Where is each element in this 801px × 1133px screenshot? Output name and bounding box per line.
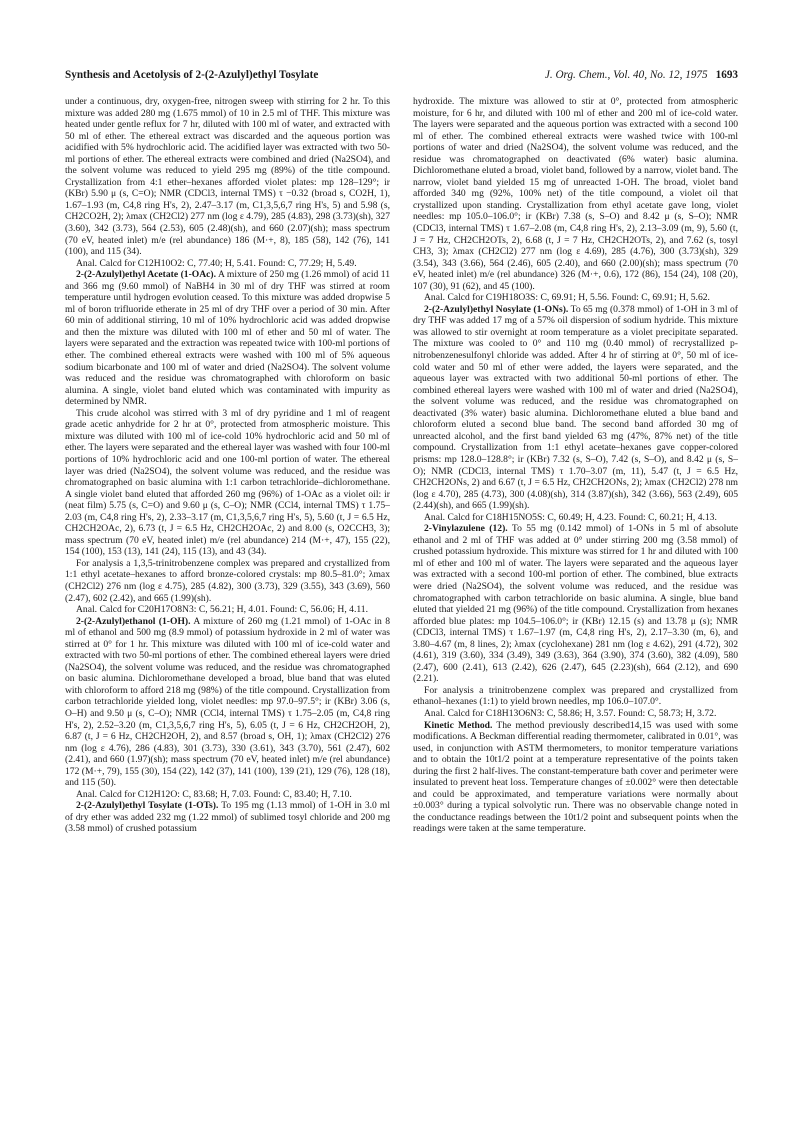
right-column — [413, 96, 738, 1106]
paragraph: For analysis a trinitrobenzene complex was prepared and crystallized from ethanol–hexanes (1:1) to yield brown needles, mp 106.0–107.0°. — [413, 684, 738, 708]
paragraph: 2-(2-Azulyl)ethyl Tosylate (1-OTs). To 195 mg (1.13 mmol) of 1-OH in 3.0 ml of dry ether was added 232 mg (1.22 mmol) of sublimed tosyl chloride and 200 mg (3.58 mmol) of crushed potassium — [65, 800, 390, 835]
paragraph: For analysis a 1,3,5-trinitrobenzene complex was prepared and crystallized from 1:1 ethyl acetate–hexanes to afford bronze-colored crystals: mp 80.5–81.0°; λmax (CH2Cl2) 276 nm (log ε 4.75), 285 (4.82), 300 (3.73), 329 (3.55), 343 (3.69), 560 (2.47), 602 (2.42), and 665 (1.99)(sh). — [65, 557, 390, 604]
paragraph: Anal. Calcd for C18H13O6N3: C, 58.86; H, 3.57. Found: C, 58.73; H, 3.72. — [424, 707, 717, 719]
paragraph: 2-(2-Azulyl)ethyl Nosylate (1-ONs). To 65 mg (0.378 mmol) of 1-OH in 3 ml of dry THF was added 17 mg of a 57% oil dispersion of sodium hydride. This mixture was allowed to stir overnight at room temperature as a violet precipitate separated. The mixture was cooled to 0° and 110 mg (0.40 mmol) of recrystallized p-nitrobenzenesulfonyl chloride was added. After 4 hr of stirring at 0°, 50 ml of ice-cold water and 50 ml of ether were added, the layers were separated, and the aqueous layer was extracted with two additional 50-ml portions of ether. The combined ethereal layers were washed with 100 ml of water and dried (Na2SO4), the solvent volume was reduced, and the residue was chromatographed on deactivated (3% water) basic alumina. Dichloromethane eluted a blue band and chloroform eluted a second blue band. The second band afforded 30 mg of unreacted alcohol, and the first band yielded 63 mg (47%, 87% net) of the title compound. Crystallization from 1:1 ethyl acetate–hexanes gave copper-colored prisms: mp 128.0–128.8°; ir (KBr) 7.32 (s, S–O), 7.42 (s, S–O), and 8.42 μ (s, S–O); NMR (CDCl3, internal TMS) τ 1.70–3.07 (m, 11), 5.47 (t, J = 6.5 Hz, CH2CH2ONs, 2) and 6.67 (t, J = 6.5 Hz, CH2CH2ONs, 2); λmax (CH2Cl2) 278 nm (log ε 4.70), 285 (4.73), 300 (4.08)(sh), 314 (3.87)(sh), 342 (3.66), 563 (2.49), 605 (2.44)(sh), and 665 (1.99)(sh). — [413, 303, 738, 512]
paragraph: Anal. Calcd for C19H18O3S: C, 69.91; H, 5.56. Found: C, 69.91; H, 5.62. — [424, 292, 710, 304]
section-heading: 2-(2-Azulyl)ethyl Acetate (1-OAc). — [76, 269, 217, 281]
paragraph: hydroxide. The mixture was allowed to stir at 0°, protected from atmospheric moisture, for 6 hr, and diluted with 100 ml of ether and 200 ml of ice-cold water. The layers were separated and the aqueous portion was extracted with a second 100 ml of ether. The combined ethereal extracts were washed twice with 100-ml portions of water and dried (Na2SO4), the solvent volume was reduced, and the residue was chromatographed on deactivated (6% water) basic alumina. Dichloromethane eluted a broad, violet band, followed by a narrow, violet band. The narrow, violet band yielded 15 mg of unreacted 1-OH. The broad, violet band afforded 340 mg (92%, 100% net) of the title compound, a violet oil that crystallized upon standing. Crystallization from ethyl acetate gave long, violet needles: mp 105.0–106.0°; ir (KBr) 7.38 (s, S–O) and 8.42 μ (s, S–O); NMR (CDCl3, internal TMS) τ 1.67–2.08 (m, C4,8 ring H's, 2), 2.13–3.09 (m, 9), 5.60 (t, J = 7 Hz, CH2CH2OTs, 2), 6.68 (t, J = 7 Hz, CH2CH2OTs, 2), and 7.62 (s, tosyl CH3, 3); λmax (CH2Cl2) 277 nm (log ε 4.69), 285 (4.76), 300 (3.73)(sh), 329 (3.54), 343 (3.66), 564 (2.46), 605 (2.40), and 660 (2.00)(sh); mass spectrum (70 eV, heated inlet) m/e (rel abundance) 326 (M·+, 0.6), 172 (86), 154 (24), 108 (20), 107 (30), 91 (62), and 45 (100). — [413, 96, 738, 292]
journal-reference: J. Org. Chem., Vol. 40, No. 12, 1975 — [544, 69, 708, 81]
section-heading: Kinetic Method. — [424, 719, 493, 731]
paragraph: Anal. Calcd for C12H10O2: C, 77.40; H, 5.41. Found: C, 77.29; H, 5.49. — [76, 257, 357, 269]
running-header — [65, 66, 738, 84]
page-number: 1693 — [715, 69, 738, 81]
paragraph: 2-(2-Azulyl)ethyl Acetate (1-OAc). A mixture of 250 mg (1.26 mmol) of acid 11 and 366 mg (9.60 mmol) of NaBH4 in 30 ml of dry THF was stirred at room temperature until hydrogen evolution ceased. To this mixture was added dropwise 5 ml of boron trifluoride etherate in 25 ml of dry THF over a period of 30 min. After 60 min of additional stirring, 10 ml of 10% hydrochloric acid was added dropwise and then the mixture was diluted with 100 ml of ether and 50 ml of water. The layers were separated and the extraction was repeated twice with 100-ml portions of ether. The combined ethereal extracts were washed with 100 ml of 5% aqueous sodium bicarbonate and 100 ml of water and dried (Na2SO4). The solvent volume was reduced and the residue was chromatographed with chloroform on basic alumina. A single, violet band eluted which was contaminated with impurity as determined by NMR. — [65, 269, 390, 408]
paragraph: Anal. Calcd for C12H12O: C, 83.68; H, 7.03. Found: C, 83.40; H, 7.10. — [76, 788, 352, 800]
paragraph: 2-(2-Azulyl)ethanol (1-OH). A mixture of 260 mg (1.21 mmol) of 1-OAc in 8 ml of ethanol and 500 mg (8.9 mmol) of potassium hydroxide in 2 ml of water was stirred at 0° for 1 hr. This mixture was diluted with 100 ml of ice-cold water and extracted with two 50-ml portions of ether. The combined ethereal layers were dried (Na2SO4), the solvent volume was reduced, and the residue was chromatographed on basic alumina. Dichloromethane developed a broad, blue band that was eluted with chloroform to afford 218 mg (98%) of the title compound. Crystallization from carbon tetrachloride yielded long, violet needles: mp 97.0–97.5°; ir (KBr) 3.06 (s, O–H) and 9.50 μ (s, C–O); NMR (CCl4, internal TMS) τ 1.75–2.05 (m, C4,8 ring H's, 2), 2.52–3.20 (m, C1,3,5,6,7 ring H's, 5), 6.05 (t, J = 6 Hz, CH2CH2OH, 2), 6.87 (t, J = 6 Hz, CH2CH2OH, 2), and 8.57 (broad s, OH, 1); λmax (CH2Cl2) 276 nm (log ε 4.76), 286 (4.83), 301 (3.73), 330 (3.61), 343 (3.70), 561 (2.47), 602 (2.41), and 660 (1.97)(sh); mass spectrum (70 eV, heated inlet) m/e (rel abundance) 172 (M·+, 79), 155 (30), 154 (22), 142 (37), 141 (100), 139 (21), 129 (76), 128 (18), and 115 (50). — [65, 615, 390, 789]
paragraph: Anal. Calcd for C18H15NO5S: C, 60.49; H, 4.23. Found: C, 60.21; H, 4.13. — [424, 511, 717, 523]
paragraph: Anal. Calcd for C20H17O8N3: C, 56.21; H, 4.01. Found: C, 56.06; H, 4.11. — [76, 604, 368, 616]
section-heading: 2-(2-Azulyl)ethyl Nosylate (1-ONs). — [424, 303, 569, 315]
journal-citation — [545, 66, 738, 84]
paragraph: This crude alcohol was stirred with 3 ml of dry pyridine and 1 ml of reagent grade acetic anhydride for 2 hr at 0°, protected from atmospheric moisture. This mixture was diluted with 100 ml of ice-cold 10% hydrochloric acid and 50 ml of ether. The layers were separated and the ethereal layer was washed with four 100-ml portions of 10% hydrochloric acid and one 100-ml portion of water. The ethereal layer was dried (Na2SO4), the solvent volume was reduced, and the residue was chromatographed on basic alumina with 1:1 carbon tetrachloride–dichloromethane. A single violet band eluted that afforded 260 mg (96%) of 1-OAc as a violet oil: ir (neat film) 5.75 (s, C=O) and 9.60 μ (s, C–O); NMR (CCl4, internal TMS) τ 1.75–2.03 (m, C4,8 ring H's, 2), 2.33–3.17 (m, C1,3,5,6,7 ring H's, 5), 5.60 (t, J = 6.5 Hz, CH2CH2OAc, 2), 6.73 (t, J = 6.5 Hz, CH2CH2OAc, 2) and 8.00 (s, O2CCH3, 3); mass spectrum (70 eV, heated inlet) m/e (rel abundance) 214 (M·+, 47), 155 (22), 154 (100), 153 (13), 141 (24), 115 (13), and 43 (34). — [65, 407, 390, 558]
paragraph: under a continuous, dry, oxygen-free, nitrogen sweep with stirring for 2 hr. To this mixture was added 280 mg (1.675 mmol) of 10 in 2.5 ml of THF. This mixture was heated under gentle reflux for 7 hr, diluted with 100 ml of water, and extracted with 50 ml of ether. The ethereal extract was discarded and the aqueous portion was acidified with 5% hydrochloric acid. The acidified layer was extracted with two 50-ml portions of ether. The ethereal extracts were combined and dried (Na2SO4), and the solvent volume was reduced to yield 295 mg (89%) of the title compound. Crystallization from 4:1 ether–hexanes afforded violet plates: mp 128–129°; ir (KBr) 5.90 μ (s, C=O); NMR (CDCl3, internal TMS) τ −0.32 (broad s, CO2H, 1), 1.67–1.93 (m, C4,8 ring H's, 2), 2.47–3.17 (m, C1,3,5,6,7 ring H's, 5) and 5.98 (s, CH2CO2H, 2); λmax (CH2Cl2) 277 nm (log ε 4.79), 285 (4.83), 298 (3.73)(sh), 327 (3.60), 342 (3.73), 564 (2.53), 605 (2.48)(sh), and 660 (2.07)(sh); mass spectrum (70 eV, heated inlet) m/e (rel abundance) 186 (M·+, 8), 185 (58), 142 (76), 141 (100), and 115 (34). — [65, 96, 390, 258]
article-title-header: Synthesis and Acetolysis of 2-(2-Azulyl)ethyl Tosylate — [65, 69, 319, 81]
paragraph: Kinetic Method. The method previously described14,15 was used with some modifications. A Beckman differential reading thermometer, calibrated in 0.01°, was used, in conjunction with ASTM thermometers, to monitor temperature variations and to obtain the 10t1/2 point at a temperature representative of the points taken during the first 2 half-lives. The constant-temperature bath cover and perimeter were insulated to prevent heat loss. Temperature changes of ±0.002° were then detectable and could be approximated, and temperature variations were normally about ±0.003° during a typical solvolytic run. There was no observable change noted in the conductance readings between the 10t1/2 point and subsequent points when the readings were taken at the same temperature. — [413, 719, 738, 835]
section-heading: 2-(2-Azulyl)ethanol (1-OH). — [76, 615, 191, 627]
section-heading: 2-(2-Azulyl)ethyl Tosylate (1-OTs). — [76, 800, 219, 812]
paragraph: 2-Vinylazulene (12). To 55 mg (0.142 mmol) of 1-ONs in 5 ml of absolute ethanol and 2 ml of THF was added at 0° under stirring 200 mg (3.58 mmol) of crushed potassium hydroxide. This mixture was stirred for 1 hr and diluted with 100 ml of ether and 100 ml of water. The layers were separated and the aqueous layer was extracted with a second 100-ml portion of ether. The combined, blue extracts were dried (Na2SO4), the solvent volume was reduced, and the residue was chromatographed with carbon tetrachloride on basic alumina. A single, blue band eluted that yielded 21 mg (96%) of the title compound. Crystallization from hexanes afforded blue plates: mp 104.5–106.0°; ir (KBr) 12.15 (s) and 13.78 μ (s); NMR (CDCl3, internal TMS) τ 1.67–1.97 (m, C4,8 ring H's, 2), 2.17–3.30 (m, 6), and 3.80–4.67 (m, 8 lines, 2); λmax (cyclohexane) 281 nm (log ε 4.62), 291 (4.72), 302 (4.61), 319 (3.60), 334 (3.49), 349 (3.63), 364 (3.90), 374 (3.60), 382 (4.09), 580 (2.47), 600 (2.41), 613 (2.42), 626 (2.47), 645 (2.23)(sh), 664 (2.12), and 690 (2.21). — [413, 523, 738, 685]
section-heading: 2-Vinylazulene (12). — [424, 523, 508, 535]
left-column — [65, 96, 390, 1106]
